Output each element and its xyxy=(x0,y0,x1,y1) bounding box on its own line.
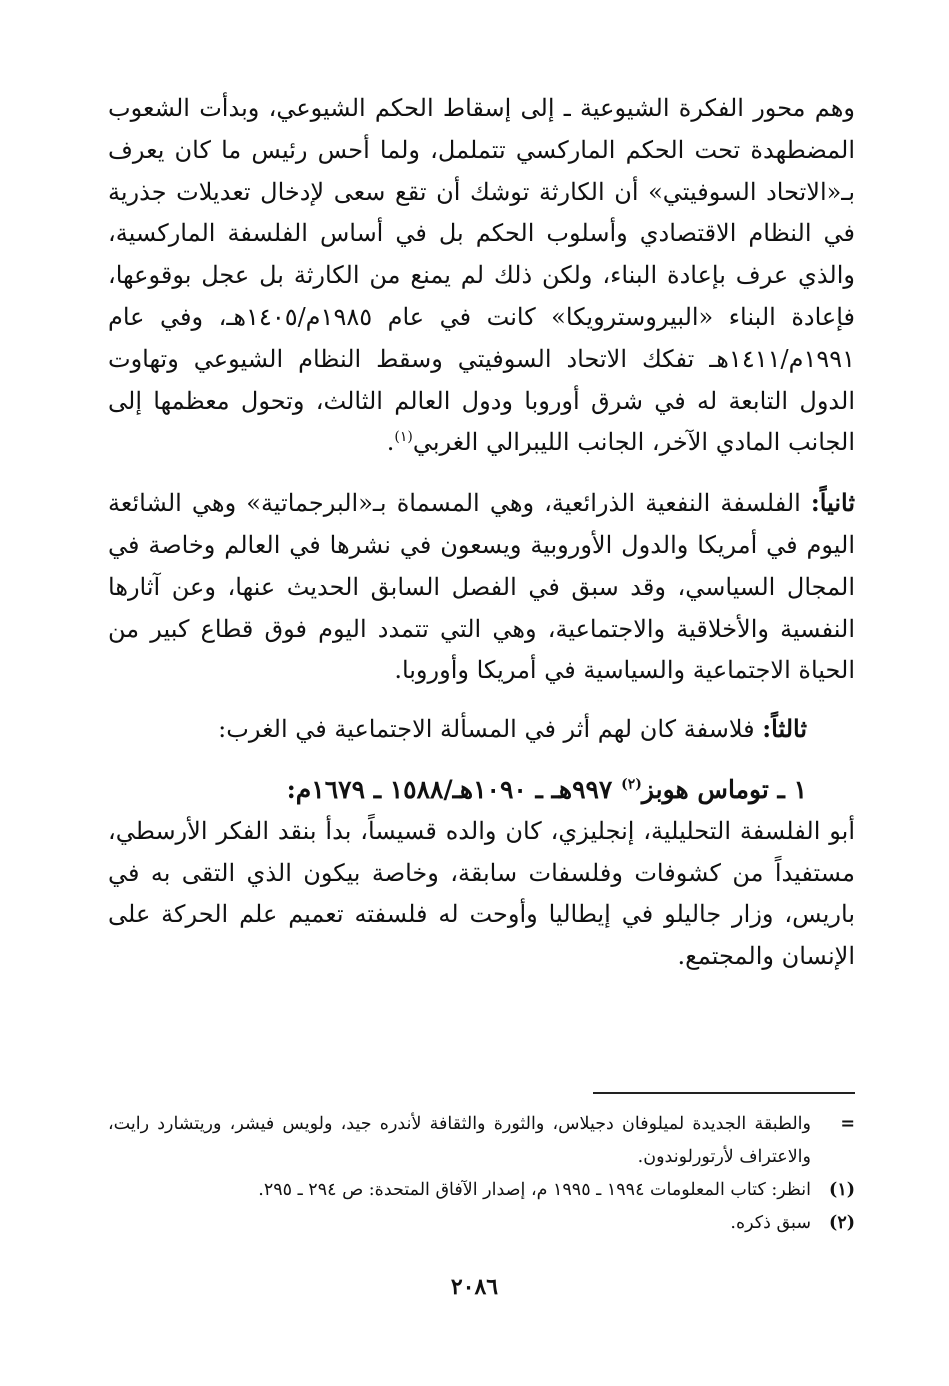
paragraph-pragmatism xyxy=(108,482,855,692)
item-heading-hobbes xyxy=(108,769,855,811)
paragraph-hobbes: أبو الفلسفة التحليلية، إنجليزي، كان والده قسيساً، بدأ بنقد الفكر الأرسطي، مستفيداً من كشوفات وفلسفات سابقة، وخاصة بيكون الذي التقى به في باريس، وزار جاليلو في إيطاليا وأوحت له فلسفته تعميم علم الحركة على الإنسان والمجتمع. xyxy=(108,816,855,971)
footnote-mark: (١) xyxy=(829,1180,855,1200)
page-number: ٢٠٨٦ xyxy=(450,1274,499,1300)
footnote-ref-1[interactable]: (١) xyxy=(394,429,413,446)
item-title: ١ ـ توماس هوبز xyxy=(641,774,807,804)
section-heading xyxy=(108,708,855,751)
section-lead: ثالثاً: xyxy=(762,714,807,744)
footnote-text: والطبقة الجديدة لميلوفان دجيلاس، والثورة والثقافة لأندره جيد، ولويس فيشر، وريتشارد رايت، والاعتراف لأرتورلوندون. xyxy=(108,1114,811,1167)
footnote-1 xyxy=(108,1174,855,1207)
footnote-divider xyxy=(593,1092,855,1094)
footnote-text: سبق ذكره. xyxy=(730,1213,811,1233)
page-body xyxy=(108,88,855,978)
footnote-mark: = xyxy=(840,1114,855,1134)
paragraph-text: الفلسفة النفعية الذرائعية، وهي المسماة بـ«البرجماتية» وهي الشائعة اليوم في أمريكا والدول الأوروبية ويسعون في نشرها في العالم وخاصة في المجال السياسي، وقد سبق في الفصل السابق الحديث عنها، وعن آثارها النفسية والأخلاقية والاجتماعية، وهي التي تتمدد اليوم فوق قطاع كبير من الحياة الاجتماعية والسياسية في أمريكا وأوروبا. xyxy=(108,489,855,685)
paragraph-soviet-collapse xyxy=(108,88,855,464)
footnote-2 xyxy=(108,1207,855,1240)
paragraph-text: وهم محور الفكرة الشيوعية ـ إلى إسقاط الحكم الشيوعي، وبدأت الشعوب المضطهدة تحت الحكم الماركسي تتململ، ولما أحس رئيس ما كان يعرف بـ«الاتحاد السوفيتي» أن الكارثة توشك أن تقع سعى لإدخال تعديلات جذرية في النظام الاقتصادي وأسلوب الحكم بل في أساس الفلسفة الماركسية، والذي عرف بإعادة البناء، ولكن ذلك لم يمنع من الكارثة بل عجل بوقوعها، فإعادة البناء «البيروسترويكا» كانت في عام ١٩٨٥م/١٤٠٥هـ، وفي عام ١٩٩١م/١٤١١هـ تفكك الاتحاد السوفيتي وسقط النظام الشيوعي وتهاوت الدول التابعة له في شرق أوروبا ودول العالم الثالث، وتحول معظمها إلى الجانب المادي الآخر، الجانب الليبرالي الغربي xyxy=(108,94,856,457)
section-text: فلاسفة كان لهم أثر في المسألة الاجتماعية في الغرب: xyxy=(218,715,763,744)
paragraph-end: . xyxy=(386,428,395,457)
footnote-text: انظر: كتاب المعلومات ١٩٩٤ ـ ١٩٩٥ م، إصدار الآفاق المتحدة: ص ٢٩٤ ـ ٢٩٥. xyxy=(258,1180,811,1200)
item-dates: ٩٩٧هـ ـ ١٠٩٠هـ/١٥٨٨ ـ ١٦٧٩م: xyxy=(286,774,622,804)
footnote-continued xyxy=(108,1108,855,1174)
footnotes xyxy=(108,1108,855,1240)
footnote-mark: (٢) xyxy=(829,1213,855,1233)
paragraph-lead: ثانياً: xyxy=(810,488,855,518)
footnote-ref-2[interactable]: (٢) xyxy=(621,776,642,793)
